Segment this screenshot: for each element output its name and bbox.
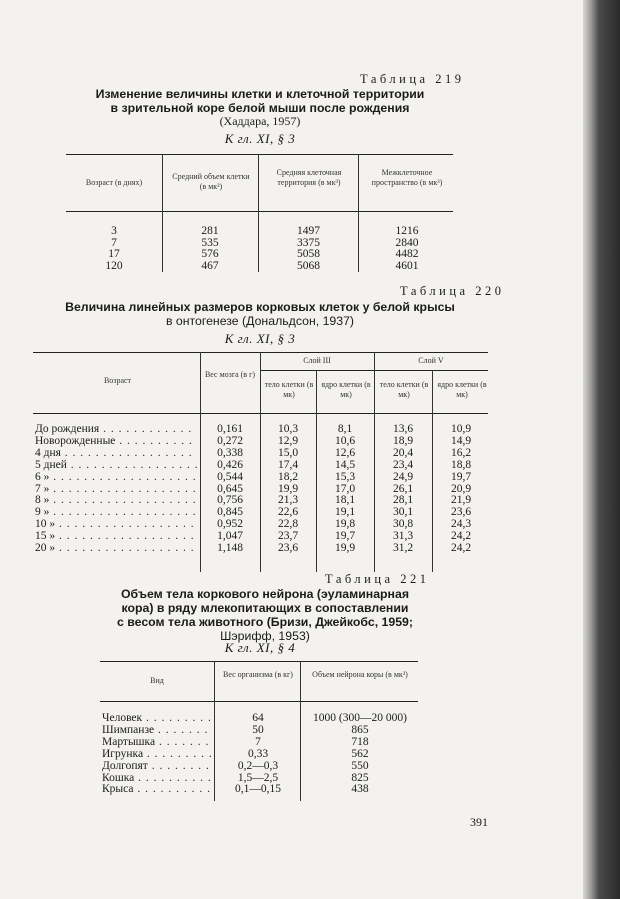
table-cell: 5058 [297,248,320,261]
header-cell-territory: Средняя клеточная территория (в мк³) [276,168,342,187]
row-age: 3 [111,225,117,237]
table-cell: 21,3 [277,494,299,507]
title-line: кора) в ряду млекопитающих в сопоставлении [121,601,409,615]
table-cell: 64 [252,712,264,724]
table-cell: 21,9 [450,494,472,507]
table-cell: 0,952 [217,518,243,531]
rule [66,154,453,155]
header-age: Возраст [103,376,132,385]
header-cell-volume: Средний объем клетки (в мк³) [172,172,250,191]
table-cell: 20,9 [450,482,472,495]
table-cell: 24,2 [450,530,472,543]
table-cell: 825 [351,771,369,784]
table-cell: 718 [351,735,369,748]
table-cell: 467 [201,259,219,272]
table-cell: 4482 [395,248,419,261]
row-species: Мартышка . . . [102,736,212,748]
table-cell: 0,338 [217,446,243,459]
table-220-title [40,300,480,328]
table-cell: 18,8 [450,458,472,471]
table-cell: 3375 [297,236,320,249]
title-line: с весом тела животного (Бризи, Джейкобс, 1959; [117,615,413,629]
table-cell: 0,645 [217,482,243,495]
table-cell: 19,7 [450,470,472,483]
table-cell: 23,4 [392,458,414,471]
column-divider [300,661,301,801]
table-cell: 535 [201,236,219,249]
table-cell: 13,6 [392,423,414,435]
table-221-ref: К гл. XI, § 4 [224,640,296,655]
table-cell: 5068 [297,259,320,272]
table-cell: 20,4 [392,446,414,459]
row-species: Долгопят . . . [102,760,212,772]
header-age: Возраст (в днях) [85,178,143,187]
rule [66,211,453,212]
column-divider [432,370,433,572]
table-cell: 0,756 [217,494,243,507]
table-219-ref: К гл. XI, § 3 [224,131,296,146]
column-divider [162,154,163,272]
table-cell: 31,3 [392,530,414,543]
table-cell: 1000 (300—20 000) [313,712,407,724]
row-species: Игрунка . . . [102,748,212,760]
page-number: 391 [470,815,488,829]
table-cell: 17,4 [277,458,299,471]
header-l5-nucleus: ядро клетки (в мк) [437,380,487,399]
title-line: Объем тела коркового нейрона (эуламинарная [120,587,410,601]
table-cell: 0,426 [217,458,243,471]
row-age: 20 » . . . [35,542,197,554]
table-219-source: (Хаддара, 1957) [219,114,301,128]
rule [100,701,418,702]
table-cell: 0,845 [217,506,243,519]
row-age: Новорожденные . . . [35,435,197,447]
table-cell: 23,7 [277,530,299,543]
row-species: Крыса . . . [102,783,212,795]
title-line: в зрительной коре белой мыши после рождения [110,101,410,115]
table-cell: 28,1 [392,494,414,507]
row-age: 7 [111,236,117,249]
column-divider [258,154,259,272]
table-cell: 10,6 [334,434,356,447]
header-l5-body: тело клетки (в мк) [379,380,429,399]
row-species: Человек . . . [102,712,212,724]
table-cell: 1,148 [217,542,243,554]
table-cell: 17,0 [334,482,356,495]
rule [100,661,418,662]
table-cell: 10,3 [277,423,299,435]
table-cell: 22,6 [277,506,299,519]
table-cell: 0,544 [217,470,243,483]
table-cell: 18,2 [277,470,299,483]
row-age: 17 [108,248,120,261]
row-species: Кошка . . . [102,772,212,784]
table-cell: 10,9 [450,423,472,435]
row-age: 7 » . . . [35,483,197,495]
table-cell: 14,5 [334,458,356,471]
table-cell: 8,1 [337,423,353,435]
table-cell: 0,272 [217,434,243,447]
header-l3-body: тело клетки (в мк) [264,380,314,399]
table-cell: 50 [252,723,264,736]
column-divider [214,661,215,801]
table-cell: 23,6 [277,542,299,554]
table-cell: 22,8 [277,518,299,531]
table-cell: 562 [351,747,369,760]
table-cell: 1,5—2,5 [237,771,279,784]
table-cell: 12,9 [277,434,299,447]
table-cell: 576 [201,248,219,261]
table-cell: 31,2 [392,542,414,554]
table-220-ref: К гл. XI, § 3 [224,331,296,346]
column-divider [200,352,201,572]
table-cell: 30,8 [392,518,414,531]
header-intercellular-space: Межклеточное пространство (в мк³) [371,168,443,187]
column-divider [260,352,261,572]
table-cell: 1497 [297,225,320,237]
row-species: Шимпанзе . . . [102,724,212,736]
row-age: 15 » . . . [35,530,197,542]
table-cell: 1216 [395,225,419,237]
header-neuron-volume: Объем нейрона коры (в мк³) [312,670,408,679]
table-cell: 23,6 [450,506,472,519]
row-age: До рождения . . . [35,423,197,435]
table-cell: 1,047 [217,530,243,543]
title-line: Шэрифф, 1953) [220,629,310,643]
table-cell: 26,1 [392,482,414,495]
title-line: в онтогенезе (Дональдсон, 1937) [165,314,355,328]
row-age: 8 » . . . [35,494,197,506]
title-line: Величина линейных размеров корковых клеток у белой крысы [65,300,455,314]
table-cell: 24,3 [450,518,472,531]
table-cell: 0,1—0,15 [235,783,281,796]
table-cell: 0,161 [217,423,243,435]
table-221-title [90,587,440,643]
table-cell: 12,6 [334,446,356,459]
header-species: Вид [150,676,164,685]
row-age: 120 [105,259,123,272]
table-220-label: Таблица 220 [400,284,505,298]
book-spine [583,0,620,899]
table-cell: 7 [255,735,261,748]
table-cell: 2840 [395,236,419,249]
table-219-title [70,87,450,115]
header-brain-weight: Вес мозга (в г) [204,370,256,379]
row-age: 6 » . . . [35,471,197,483]
table-cell: 550 [351,759,369,772]
row-age: 10 » . . . [35,518,197,530]
table-219-label: Таблица 219 [360,72,465,86]
table-cell: 0,33 [247,747,269,760]
table-221-label: Таблица 221 [325,572,430,586]
table-cell: 30,1 [392,506,414,519]
row-age: 5 дней . . . [35,459,197,471]
table-cell: 19,9 [334,542,356,554]
table-cell: 19,1 [334,506,356,519]
table-cell: 438 [351,783,369,796]
column-divider [358,154,359,272]
table-cell: 865 [351,723,369,736]
column-divider [316,370,317,572]
table-cell: 4601 [395,259,419,272]
row-age: 4 дня . . . [35,447,197,459]
title-line: Изменение величины клетки и клеточной территории [95,87,425,101]
table-cell: 16,2 [450,446,472,459]
table-cell: 24,2 [450,542,472,554]
table-cell: 14,9 [450,434,472,447]
header-layer-5: Слой V [418,356,444,365]
table-cell: 24,9 [392,470,414,483]
table-cell: 281 [201,225,219,237]
row-age: 9 » . . . [35,506,197,518]
table-cell: 15,3 [334,470,356,483]
table-cell: 19,9 [277,482,299,495]
table-cell: 0,2—0,3 [237,759,279,772]
table-cell: 19,8 [334,518,356,531]
column-divider [374,352,375,572]
header-l3-nucleus: ядро клетки (в мк) [321,380,371,399]
header-layer-3: Слой III [303,356,331,365]
table-cell: 18,9 [392,434,414,447]
table-cell: 18,1 [334,494,356,507]
table-cell: 19,7 [334,530,356,543]
table-cell: 15,0 [277,446,299,459]
header-body-weight: Вес организма (в кг) [223,670,293,679]
